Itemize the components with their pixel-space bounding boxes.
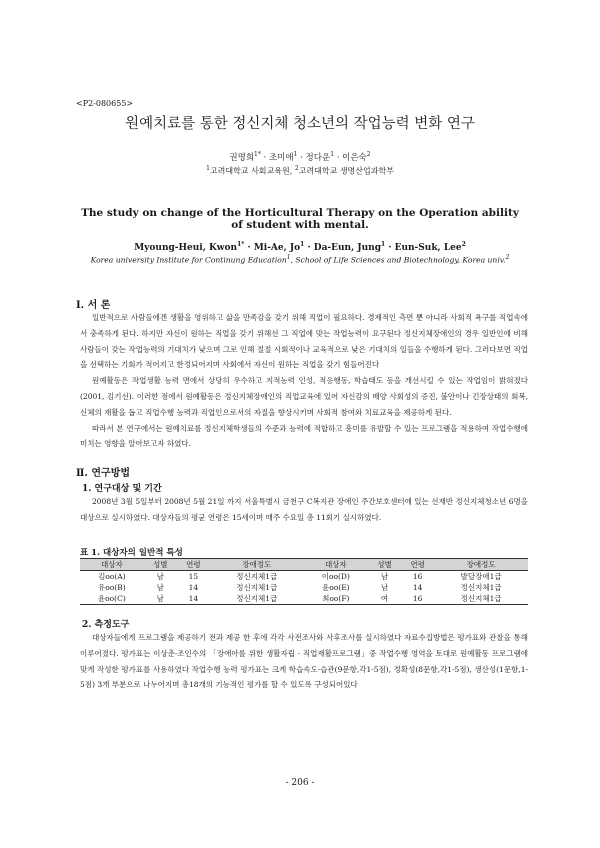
table-cell: 남 (156, 583, 164, 592)
table-cell: 최oo(F) (304, 593, 368, 605)
author-mark: 1* (237, 241, 245, 248)
affil-text: , School of Life Sciences and Biotechnology, Korea univ. (290, 255, 506, 265)
affil-mark: 2 (294, 165, 299, 172)
paper-code: <P2-080655> (76, 99, 134, 108)
author-mark: 1 (293, 151, 298, 159)
author-name: Myoung-Heui, Kwon (134, 243, 238, 253)
affiliation-english (0, 254, 600, 265)
affil-text: 고려대학교 사회교육원, (209, 166, 293, 176)
author-name: 정다운 (305, 153, 331, 163)
paragraph: 대상자들에게 프로그램을 제공하기 전과 제공 한 후에 각각 사전조사와 사후조사를 실시하였다 자료수집방법은 평가표와 관찰을 통해 이루어졌다. 평가표는 이상춘·조인수의 「장애아를 위한 생활자립 · 직업재활프로그램」중 작업수행 영역을 토대로 원예활동 프로그램에 맞게 작성한 평가표를 사용하였다 작업수행 능력 평가표는 크게 학습속도·습관(9문항,각1-5점), 정확성(8문항,각1-5점), 생산성(1문항,1-5점) 3개 부분으로 나누어지며 총18개의 기능적인 평가를 할 수 있도록 구성되어있다 (80, 633, 528, 690)
table-cell: 정신지체1급 (434, 593, 528, 605)
table-cell: 정신지체1급 (236, 572, 278, 581)
table-cell: 정신지체1급 (460, 583, 502, 592)
author-mark: 1 (330, 151, 335, 159)
table-header-cell: 연령 (401, 559, 434, 571)
table-cell: 정신지체1급 (236, 583, 278, 592)
section-heading-intro: Ⅰ. 서 론 (76, 300, 111, 311)
author-mark: 1 (300, 241, 305, 248)
affil-mark: 1 (206, 165, 210, 172)
table-cell: 이oo(D) (321, 572, 350, 581)
table-row (80, 582, 528, 593)
affil-mark: 1 (286, 254, 291, 261)
subject-table (80, 558, 528, 605)
paragraph: 2008년 3월 5일부터 2008년 5월 21일 까지 서울특별시 금천구 C복지관 장애인 주간보호센터에 있는 선재반 정신지체청소년 6명을 대상으로 실시하였다. 대상자들의 평균 연령은 15세이며 매주 수요일 총 11회기 실시하였다. (80, 497, 528, 522)
authors-english: Myoung-Heui, Kwon$^{1*}$ · Mi-Ae, $Jo^1 \cdot Da-Eun$, Jung$^1$ · Eun-Suk, Lee$^2$ (134, 241, 466, 253)
table-header-cell: 대상자 (304, 559, 368, 571)
affiliation-korean (0, 165, 600, 177)
author-name: 이은숙 (342, 153, 367, 163)
affil-mark: 2 (505, 254, 510, 261)
author-mark: 2 (461, 241, 466, 248)
table-cell: 정신지체1급 (210, 593, 304, 605)
table-header-cell: 장애정도 (434, 559, 528, 571)
title-english: The study on change of the Horticultural Therapy on the Operation ability of student with mental. (81, 207, 519, 231)
author-name: 조미애 (268, 153, 294, 163)
table-cell: 남 (144, 593, 177, 605)
subsection-body (80, 630, 528, 693)
title-korean: 원예치료를 통한 정신지체 청소년의 작업능력 변화 연구 (125, 116, 475, 132)
author-mark: 2 (366, 151, 371, 159)
intro-body (80, 310, 528, 452)
table-cell: 남 (380, 572, 389, 581)
author-name: Da-Eun, Jung (313, 243, 381, 253)
section-heading-methods: Ⅱ. 연구방법 (76, 468, 131, 479)
table-row (80, 593, 528, 605)
table-cell: 윤oo(E) (322, 583, 350, 592)
table-cell: 15 (188, 572, 199, 581)
table-header-cell: 연령 (177, 559, 210, 571)
author-name: Mi-Ae, Jo (253, 243, 301, 253)
table-header-cell: 성별 (144, 559, 177, 571)
table-cell: 14 (412, 583, 423, 592)
paragraph: 일반적으로 사람들에겐 생활을 영위하고 삶을 만족감을 갖기 위해 직업이 필요하다. 경제적인 측면 뿐 아니라 사회적 욕구를 직업속에서 충족하게 된다. 하지만 자신이 원하는 직업을 갖기 위해선 그 직업에 맞는 작업능력이 요구된다 정신지체장애인의 경우 일반인에 비해 사람들이 갖는 작업능력의 기대치가 낮으며 그로 인해 절절 시회적이나 교육적으로 낮은 기대치의 일들을 수행하게 된다. 그러다보면 직업을 선택하는 기회가 적어지고 한정되어지며 사회에서 자신이 원하는 직업을 갖기 힘들어진다 (80, 313, 528, 370)
table-header-cell: 장애정도 (210, 559, 304, 571)
subsection-heading: 1. 연구대상 및 기간 (82, 484, 162, 494)
table-cell: 여 (368, 593, 401, 605)
table-cell: 14 (188, 583, 199, 592)
table-cell: 16 (401, 593, 434, 605)
author-mark: 1 (381, 241, 386, 248)
table-cell: 유oo(B) (98, 583, 126, 592)
paragraph: 원예활동은 작업생활 능력 면에서 상당히 우수하고 지적능력 인성, 적응행동, 학습태도 등을 개선시킬 수 있는 작업임이 밝혀졌다(2001, 김기선). 이러한 점에서 원예활동은 정신지체장애인의 직업교육에 있어 자신감의 배양 사회성의 증진, 불안이나 긴장상태의 회복, 신체의 재활을 돕고 직업수행 능력과 직업인으로서의 자질을 향상시키며 사회적 참여와 치료교육을 제공하게 된다. (80, 376, 528, 417)
table-title: 표 1. 대상자의 일반적 특성 (80, 548, 183, 558)
author-mark: 1* (254, 151, 261, 159)
affil-text: 고려대학교 생명산업과학부 (298, 166, 394, 176)
affil-text: Korea university Institute for Continung Education (90, 255, 287, 265)
table-cell: 16 (412, 572, 423, 581)
authors-korean: 권명희$^{1*}$ · 조미애$^1$ · 정다운$^1$ · 이은숙$^2$ (229, 151, 371, 163)
table-header-row (80, 559, 528, 571)
subsection-body (80, 494, 528, 526)
table-header-cell: 성별 (368, 559, 401, 571)
subsection-heading: 2. 측정도구 (82, 620, 130, 630)
table-cell: 윤oo(C) (80, 593, 144, 605)
table-header-cell: 대상자 (80, 559, 144, 571)
page-number: - 206 - (285, 778, 315, 788)
table-row (80, 571, 528, 583)
author-name: 권명희 (229, 153, 255, 163)
table-cell: 발달장애1급 (460, 572, 502, 581)
paragraph: 따라서 본 연구에서는 원예치료를 정신지체학생들의 수준과 능력에 적합하고 흥미를 유발할 수 있는 프로그램을 적용하여 작업수행에 미치는 영향을 알아보고자 하였다. (80, 423, 528, 449)
table-cell: 14 (177, 593, 210, 605)
author-name: Eun-Suk, Lee (394, 243, 462, 253)
table-cell: 김oo(A) (98, 572, 126, 581)
table-cell: 남 (380, 583, 389, 592)
table-cell: 남 (156, 572, 164, 581)
